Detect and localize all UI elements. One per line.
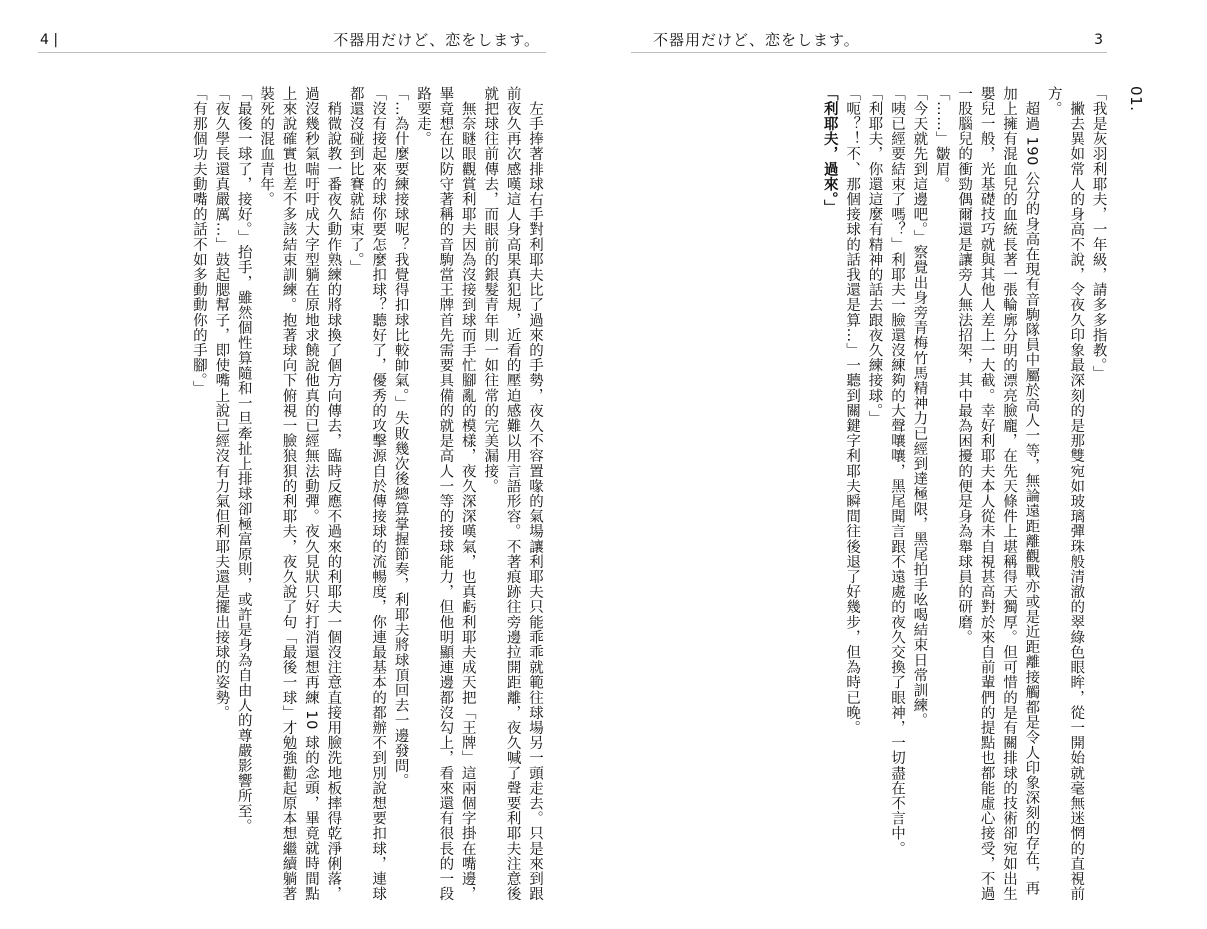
paragraph: 「我是灰羽利耶夫，一年級，請多多指教。」 [1090, 86, 1107, 381]
paragraph: 左手捧著排球右手對利耶夫比了過來的手勢，夜久不容置喙的氣場讓利耶夫只能乖乖就範往球場另一頭走去。只是來到跟前夜久再次感嘆這人身高果真犯規，近看的壓迫感難以用言語形容。不著痕跡往旁邊拉開距離，夜久喊了聲要利耶夫注意後就把球往前傳去，而眼前的銀髮青年則一如往常的完美漏接。 [482, 86, 543, 902]
paragraph: 撇去異如常人的身高不說，令夜久印象最深刻的是那雙宛如玻璃彈珠般清澈的翠綠色眼眸，從一開始就毫無迷惘的直視前方。 [1045, 86, 1085, 902]
chapter-number: 01. [1127, 86, 1145, 112]
right-page [617, 0, 1207, 929]
right-page-body [645, 86, 1147, 906]
paragraph: 「……」皺眉。 [933, 86, 950, 192]
paragraph: 「今天就先到這邊吧。」察覺出身旁青梅竹馬精神力已經到達極限，黑尾拍手吆喝結束日常訓練。 [911, 86, 928, 729]
paragraph: 「咦已經要結束了嗎？」利耶夫一臉還沒練夠的大聲嚷嚷，黑尾聞言跟不遠處的夜久交換了眼神，一切盡在不言中。 [888, 86, 905, 857]
paragraph-bold: 「利耶夫，過來。」 [821, 86, 838, 215]
paragraph: 稍微說教一番夜久動作熟練的將球換了個方向傳去，臨時反應不過來的利耶夫一個沒注意直接用臉洗地板摔得乾淨俐落，過沒幾秒氣喘吁吁成大字型躺在原地求饒說他真的已經無法動彈。夜久見狀只好打消還想再練 10 球的念頭，畢竟就時間點上來說確實也差不多該結束訓練。抱著球向下俯視一臉狼狽的利耶夫，夜久說了句「最後一球」才勉強勸起原本想繼續躺著裝死的混血青年。 [258, 86, 342, 902]
paragraph: 「沒有接起來的球你要怎麼扣球？聽好了，優秀的攻擊源自於傳接球的流暢度，你連最基本的都辦不到別說想要扣球，連球都還沒碰到比賽就結束了。」 [347, 86, 387, 902]
paragraph: 「呃？！不、那個接球的話我還是算…」一聽到關鍵字利耶夫瞬間往後退了好幾步，但為時已晚。 [844, 86, 861, 736]
paragraph: 無奈瞇眼觀賞利耶夫因為沒接到球而手忙腳亂的模樣，夜久深深嘆氣，也真虧利耶夫成天把「王牌」這兩個字掛在嘴邊，畢竟想在以防守著稱的音駒當王牌首先需要具備的就是高人一等的接球能力，但他明顯連邊都沒勾上，看來還有很長的一段路要走。 [414, 86, 476, 902]
paragraph: 「最後一球了，接好。」抬手，雖然個性算隨和一旦牽扯上排球卻極富原則，或許是身為自由人的尊嚴影響所至。 [235, 86, 252, 834]
right-page-header [631, 30, 1107, 53]
paragraph: 「…為什麼要練接球呢？我覺得扣球比較帥氣。」失敗幾次後總算掌握節奏，利耶夫將球頂回去一邊發問。 [392, 86, 409, 789]
right-page-number: 3 [1094, 32, 1103, 48]
left-page-body [60, 86, 546, 906]
paragraph: 「利耶夫，你還這麼有精神的話去跟夜久練接球。」 [866, 86, 883, 427]
left-page-header [38, 30, 546, 53]
paragraph: 「夜久學長還真嚴厲…」鼓起腮幫子，即使嘴上說已經沒有力氣但利耶夫還是擺出接球的姿勢。 [213, 86, 230, 721]
right-header-title: 不器用だけど、恋をします。 [653, 31, 860, 49]
paragraph: 「有那個功夫動嘴的話不如多動動你的手腳。」 [190, 86, 207, 396]
left-page-number: 4 | [40, 32, 59, 48]
paragraph: 超過 190 公分的身高在現有音駒隊員中屬於高人一等，無論遠距離觀戰亦或是近距離接觸都是令人印象深刻的存在，再加上擁有混血兒的血統長著一張輪廓分明的漂亮臉龐，在先天條件上堪稱得天獨厚。但可惜的是有關排球的技術卻宛如出生嬰兒一般，光基礎技巧就與其他人差上一大截。幸好利耶夫本人從未自視甚高對於來自前輩們的提點也都能虛心接受，不過一股腦兒的衝勁偶爾還是讓旁人無法招架，其中最為困擾的便是身為舉球員的研磨。 [956, 86, 1040, 902]
left-header-title: 不器用だけど、恋をします。 [333, 31, 540, 49]
left-page [0, 0, 590, 929]
